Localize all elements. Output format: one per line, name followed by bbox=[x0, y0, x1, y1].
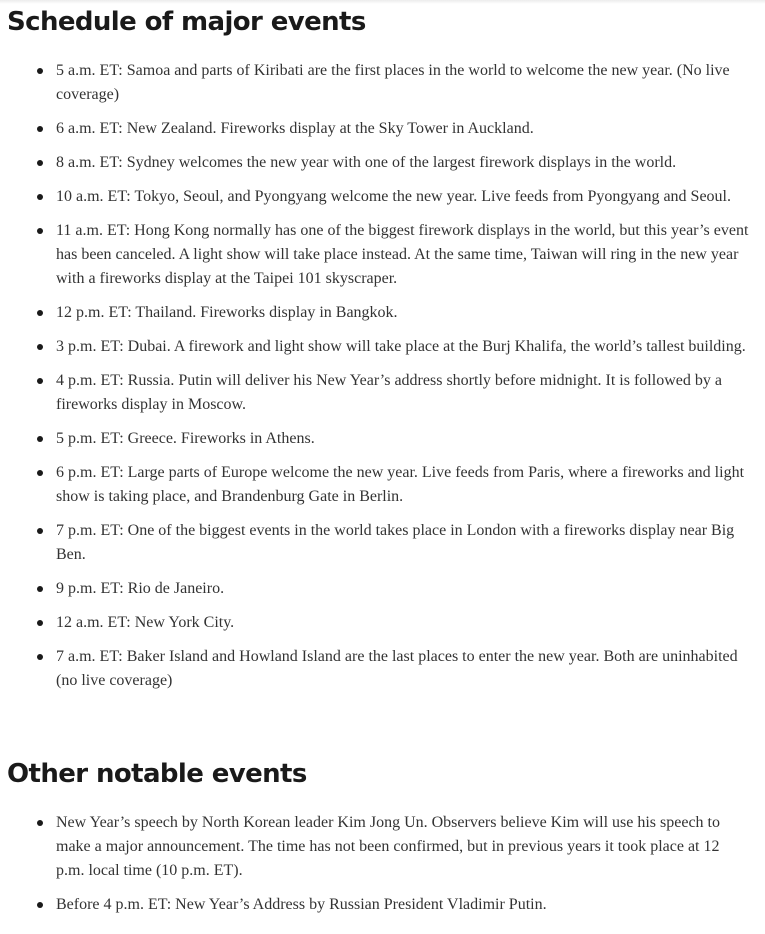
list-item: Before 4 p.m. ET: New Year’s Address by Russian President Vladimir Putin. bbox=[0, 893, 765, 917]
list-item: 6 a.m. ET: New Zealand. Fireworks display at the Sky Tower in Auckland. bbox=[0, 117, 765, 141]
list-item: 10 a.m. ET: Tokyo, Seoul, and Pyongyang welcome the new year. Live feeds from Pyongyang and Seoul. bbox=[0, 185, 765, 209]
list-item: 11 a.m. ET: Hong Kong normally has one of the biggest firework displays in the world, but this year’s event has been canceled. A light show will take place instead. At the same time, Taiwan will ring in the new year with a fireworks display at the Taipei 101 skyscraper. bbox=[0, 219, 765, 291]
list-item: 6 p.m. ET: Large parts of Europe welcome the new year. Live feeds from Paris, where a fireworks and light show is taking place, and Brandenburg Gate in Berlin. bbox=[0, 461, 765, 509]
list-item: 3 p.m. ET: Dubai. A firework and light show will take place at the Burj Khalifa, the world’s tallest building. bbox=[0, 335, 765, 359]
list-item: New Year’s speech by North Korean leader Kim Jong Un. Observers believe Kim will use his speech to make a major announcement. The time has not been confirmed, but in previous years it took place at 12 p.m. local time (10 p.m. ET). bbox=[0, 811, 765, 883]
top-shadow bbox=[0, 0, 765, 4]
list-item: 12 a.m. ET: New York City. bbox=[0, 611, 765, 635]
list-item: 4 p.m. ET: Russia. Putin will deliver his New Year’s address shortly before midnight. It is followed by a fireworks display in Moscow. bbox=[0, 369, 765, 417]
schedule-list bbox=[0, 59, 765, 703]
list-item: 7 p.m. ET: One of the biggest events in the world takes place in London with a fireworks display near Big Ben. bbox=[0, 519, 765, 567]
other-events-list bbox=[0, 811, 765, 927]
list-item: 5 p.m. ET: Greece. Fireworks in Athens. bbox=[0, 427, 765, 451]
list-item: 7 a.m. ET: Baker Island and Howland Island are the last places to enter the new year. Both are uninhabited (no live coverage) bbox=[0, 645, 765, 693]
section-heading-schedule: Schedule of major events bbox=[7, 7, 366, 37]
list-item: 12 p.m. ET: Thailand. Fireworks display in Bangkok. bbox=[0, 301, 765, 325]
list-item: 8 a.m. ET: Sydney welcomes the new year with one of the largest firework displays in the world. bbox=[0, 151, 765, 175]
list-item: 9 p.m. ET: Rio de Janeiro. bbox=[0, 577, 765, 601]
section-heading-other: Other notable events bbox=[7, 759, 307, 789]
list-item: 5 a.m. ET: Samoa and parts of Kiribati are the first places in the world to welcome the new year. (No live coverage) bbox=[0, 59, 765, 107]
